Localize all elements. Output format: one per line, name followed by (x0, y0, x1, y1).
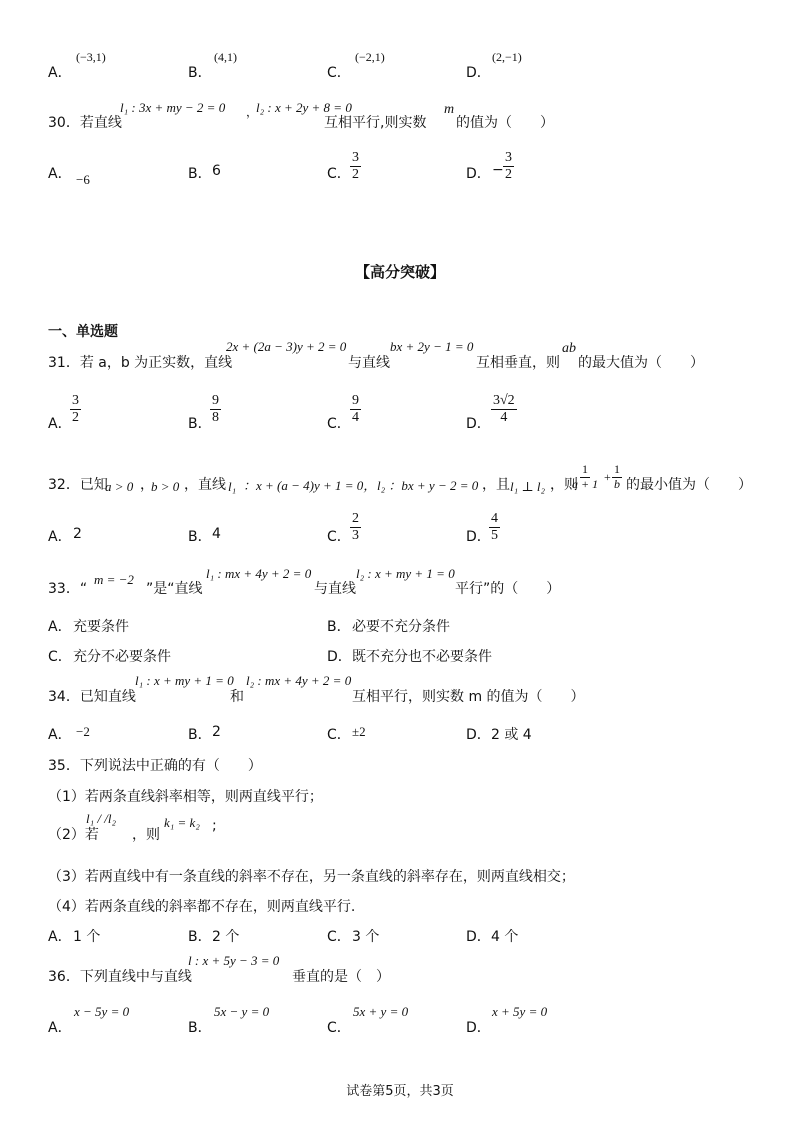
q32-stem-mid-3: ，则 (550, 477, 578, 493)
q35-option-d-value: 4 个 (491, 929, 519, 945)
q32-option-d-fraction: $\frac{4}{5}$ (491, 511, 498, 544)
q34-option-a-value: −2 (76, 724, 90, 739)
q30-line-1: l₁ : 3x + my − 2 = 0 (120, 100, 226, 115)
q32-separator: ， (140, 477, 154, 493)
section-title: 【高分突破】 (354, 263, 445, 281)
q32-line-1-name: l₁ (228, 479, 237, 494)
q31-equation-2: bx + 2y − 1 = 0 (390, 339, 474, 354)
q33-option-a-letter: A． (48, 619, 72, 635)
section-heading: 一、单选题 (48, 324, 118, 340)
q32-option-d-letter: D． (466, 529, 491, 545)
q32-condition-a: a > 0 (105, 479, 134, 494)
q33-condition: m = −2 (94, 572, 134, 587)
q30-stem-end: 的值为（ ） (456, 115, 554, 131)
q33-stem-mid-2: 与直线 (314, 581, 356, 597)
q32-stem-mid-2: ，且 (482, 477, 510, 493)
q33-option-c-letter: C． (48, 649, 72, 665)
q33-option-b-letter: B． (327, 619, 351, 635)
q36-stem-start: 36．下列直线中与直线 (48, 969, 192, 985)
q34-line-1: l₁ : x + my + 1 = 0 (135, 673, 234, 688)
q36-option-b-letter: B． (188, 1020, 212, 1036)
q30-option-a-letter: A． (48, 166, 72, 182)
q32-stem-start: 32．已知 (48, 477, 108, 493)
q34-option-a-letter: A． (48, 727, 72, 743)
q31-option-d-fraction: $\frac{3√2}{4}$ (493, 393, 515, 426)
q31-stem-start: 31．若 a，b 为正实数，直线 (48, 355, 233, 371)
q36-option-c-value: 5x + y = 0 (353, 1004, 409, 1019)
q31-stem-end: 的最大值为（ ） (578, 355, 704, 371)
q35-option-a-letter: A． (48, 929, 72, 945)
q31-option-a-letter: A． (48, 416, 72, 432)
q29-option-c-value: (−2,1) (355, 50, 385, 64)
q35-statement-1: （1）若两条直线斜率相等，则两直线平行； (48, 789, 323, 805)
q33-option-d-value: 既不充分也不必要条件 (352, 649, 492, 665)
q29-option-a-letter: A． (48, 65, 72, 81)
q33-option-a-value: 充要条件 (73, 619, 129, 635)
q29-option-c-letter: C． (327, 65, 351, 81)
q32-option-a-value: 2 (73, 526, 82, 542)
q33-line-1: l₁ : mx + 4y + 2 = 0 (206, 566, 312, 581)
q35-option-c-letter: C． (327, 929, 351, 945)
q32-fraction-1: $\frac{1}{a + 1}$ (572, 462, 599, 491)
q31-option-a-fraction: $\frac{3}{2}$ (72, 393, 79, 426)
q34-option-b-value: 2 (212, 724, 221, 740)
q35-stem: 35．下列说法中正确的有（ ） (48, 758, 262, 774)
q32-plus: + (604, 470, 611, 484)
q32-option-b-value: 4 (212, 526, 221, 542)
q30-option-b-letter: B． (188, 166, 212, 182)
q35-statement-2-mid: ，则 (132, 827, 160, 843)
q32-fraction-2: $\frac{1}{b}$ (614, 462, 620, 491)
q31-stem-mid-2: 互相垂直，则 (476, 355, 560, 371)
q32-option-a-letter: A． (48, 529, 72, 545)
q30-option-c-fraction: $\frac{3}{2}$ (352, 150, 359, 183)
q31-option-d-letter: D． (466, 416, 491, 432)
q30-line-2: l₂ : x + 2y + 8 = 0 (256, 100, 352, 115)
q36-option-d-letter: D． (466, 1020, 491, 1036)
q32-option-c-fraction: $\frac{2}{3}$ (352, 511, 359, 544)
q34-option-d-letter: D． (466, 727, 491, 743)
q30-option-d-letter: D． (466, 166, 491, 182)
q29-option-d-letter: D． (466, 65, 491, 81)
q31-equation-1: 2x + (2a − 3)y + 2 = 0 (226, 339, 347, 354)
q31-option-c-fraction: $\frac{9}{4}$ (352, 393, 359, 426)
q35-statement-4: （4）若两条直线的斜率都不存在，则两直线平行. (48, 899, 356, 915)
q33-option-b-value: 必要不充分条件 (352, 619, 450, 635)
q34-option-c-letter: C． (327, 727, 351, 743)
q33-stem-end: 平行”的（ ） (455, 581, 561, 597)
q32-option-b-letter: B． (188, 529, 212, 545)
q33-line-2: l₂ : x + my + 1 = 0 (356, 566, 455, 581)
q35-statement-2-start: （2）若 (48, 827, 99, 843)
q34-option-d-value: 2 或 4 (491, 727, 532, 743)
q35-option-d-letter: D． (466, 929, 491, 945)
q33-option-c-value: 充分不必要条件 (73, 649, 171, 665)
page-footer: 试卷第5页，共3页 (346, 1084, 454, 1099)
q30-option-c-letter: C． (327, 166, 351, 182)
q35-option-b-letter: B． (188, 929, 212, 945)
q30-variable: m (444, 102, 455, 117)
q32-stem-end: 的最小值为（ ） (626, 477, 752, 493)
q32-line-2: l₂ ：bx + y − 2 = 0 (377, 478, 479, 493)
q30-separator: ， (246, 105, 259, 119)
q36-stem-end: 垂直的是（ ） (292, 969, 390, 985)
q35-option-c-value: 3 个 (352, 929, 380, 945)
q34-line-2: l₂ : mx + 4y + 2 = 0 (246, 673, 352, 688)
q34-option-c-value: ±2 (352, 724, 366, 739)
q30-stem-start: 30．若直线 (48, 115, 122, 131)
q29-option-d-value: (2,−1) (492, 50, 522, 64)
q36-option-a-value: x − 5y = 0 (74, 1004, 130, 1019)
q35-statement-3: （3）若两直线中有一条直线的斜率不存在，另一条直线的斜率存在，则两直线相交； (48, 869, 575, 885)
q32-perpendicular: l₁ ⊥ l₂ (510, 479, 545, 494)
q30-option-b-value: 6 (212, 163, 221, 179)
q33-option-d-letter: D． (327, 649, 352, 665)
q29-option-b-value: (4,1) (214, 50, 237, 64)
q31-stem-mid: 与直线 (348, 355, 390, 371)
q31-variable: ab (562, 341, 576, 356)
q34-option-b-letter: B． (188, 727, 212, 743)
q34-stem-mid: 和 (230, 689, 244, 705)
q35-statement-2-slopes: k₁ = k₂ (164, 815, 200, 830)
q31-option-b-fraction: $\frac{9}{8}$ (212, 393, 219, 426)
q29-option-b-letter: B． (188, 65, 212, 81)
q36-option-c-letter: C． (327, 1020, 351, 1036)
q34-stem-end: 互相平行，则实数 m 的值为（ ） (352, 689, 585, 705)
q35-statement-2-parallel: l₁ / /l₂ (86, 811, 116, 826)
q36-equation: l : x + 5y − 3 = 0 (188, 953, 280, 968)
q30-stem-mid: 互相平行,则实数 (324, 115, 427, 131)
q31-option-c-letter: C． (327, 416, 351, 432)
q36-option-a-letter: A． (48, 1020, 72, 1036)
q35-statement-2-end: ; (212, 818, 217, 834)
q31-option-b-letter: B． (188, 416, 212, 432)
q35-option-a-value: 1 个 (73, 929, 101, 945)
q32-option-c-letter: C． (327, 529, 351, 545)
q32-stem-mid: ，直线 (184, 477, 226, 493)
q35-option-b-value: 2 个 (212, 929, 240, 945)
q33-stem-start: 33．“ (48, 581, 88, 597)
q30-option-d-sign: − (492, 162, 504, 178)
q30-option-d-fraction: $\frac{3}{2}$ (505, 150, 512, 183)
q30-option-a-value: −6 (76, 172, 90, 187)
q36-option-d-value: x + 5y = 0 (492, 1004, 548, 1019)
q32-condition-b: b > 0 (151, 479, 180, 494)
q34-stem-start: 34．已知直线 (48, 689, 136, 705)
q29-option-a-value: (−3,1) (76, 50, 106, 64)
q33-stem-mid: ”是“直线 (146, 581, 203, 597)
q32-line-1: ：x + (a − 4)y + 1 = 0， (243, 478, 377, 493)
q36-option-b-value: 5x − y = 0 (214, 1004, 270, 1019)
